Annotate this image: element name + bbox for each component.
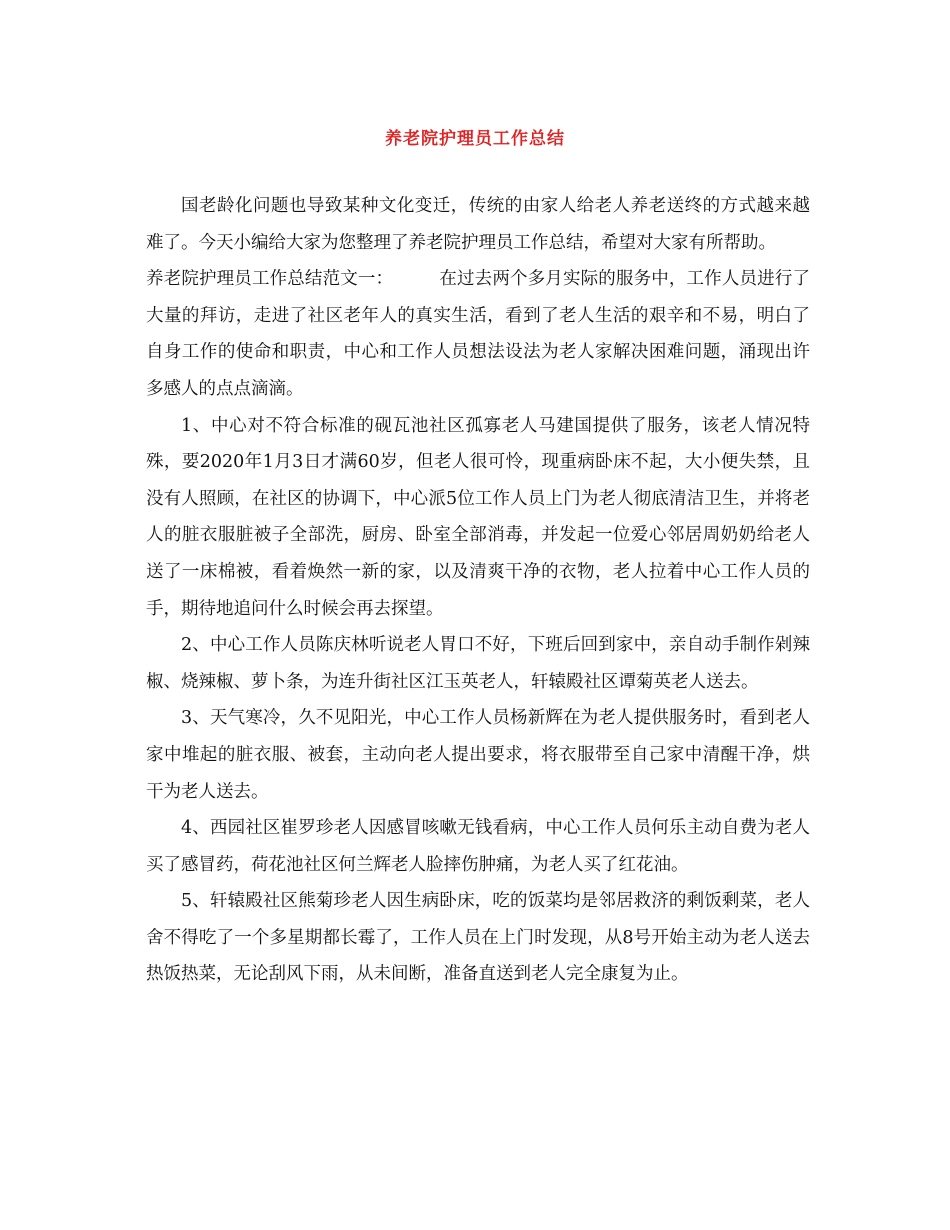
list-item-1: 1、中心对不符合标准的砚瓦池社区孤寡老人马建国提供了服务，该老人情况特殊，要2020年1月3日才满60岁，但老人很可怜，现重病卧床不起，大小便失禁，且没有人照顾，在社区的协调下，中心派5位工作人员上门为老人彻底清洁卫生，并将老人的脏衣服脏被子全部洗，厨房、卧室全部消毒，并发起一位爱心邻居周奶奶给老人送了一床棉被，看着焕然一新的家，以及清爽干净的衣物，老人拉着中心工作人员的手，期待地追问什么时候会再去探望。 (146, 415, 810, 619)
sample-lead: 在过去两个多月实际的服务中，工作人员进行了大量的拜访，走进了社区老年人的真实生活，看到了老人生活的艰辛和不易，明白了自身工作的使命和职责，中心和工作人员想法设法为老人家解决困难问题，涌现出许多感人的点点滴滴。 (146, 269, 811, 399)
sample-paragraph (146, 261, 810, 407)
list-item-5: 5、轩辕殿社区熊菊珍老人因生病卧床，吃的饭菜均是邻居救济的剩饭剩菜，老人舍不得吃了一个多星期都长霉了，工作人员在上门时发现，从8号开始主动为老人送去热饭热菜，无论刮风下雨，从未间断，准备直送到老人完全康复为止。 (146, 891, 810, 985)
list-item-3: 3、天气寒冷，久不见阳光，中心工作人员杨新辉在为老人提供服务时，看到老人家中堆起的脏衣服、被套，主动向老人提出要求，将衣服带至自己家中清醒干净，烘干为老人送去。 (146, 708, 810, 802)
list-item-2: 2、中心工作人员陈庆林听说老人胃口不好，下班后回到家中，亲自动手制作剁辣椒、烧辣椒、萝卜条，为连升街社区江玉英老人，轩辕殿社区谭菊英老人送去。 (146, 635, 810, 692)
document-body (146, 188, 810, 993)
sample-heading: 养老院护理员工作总结范文一： (146, 269, 394, 290)
intro-paragraph: 国老龄化问题也导致某种文化变迁，传统的由家人给老人养老送终的方式越来越难了。今天小编给大家为您整理了养老院护理员工作总结，希望对大家有所帮助。 (146, 196, 810, 253)
list-item-4: 4、西园社区崔罗珍老人因感冒咳嗽无钱看病，中心工作人员何乐主动自费为老人买了感冒药，荷花池社区何兰辉老人脸摔伤肿痛，为老人买了红花油。 (146, 818, 810, 875)
document-title: 养老院护理员工作总结 (385, 129, 565, 149)
